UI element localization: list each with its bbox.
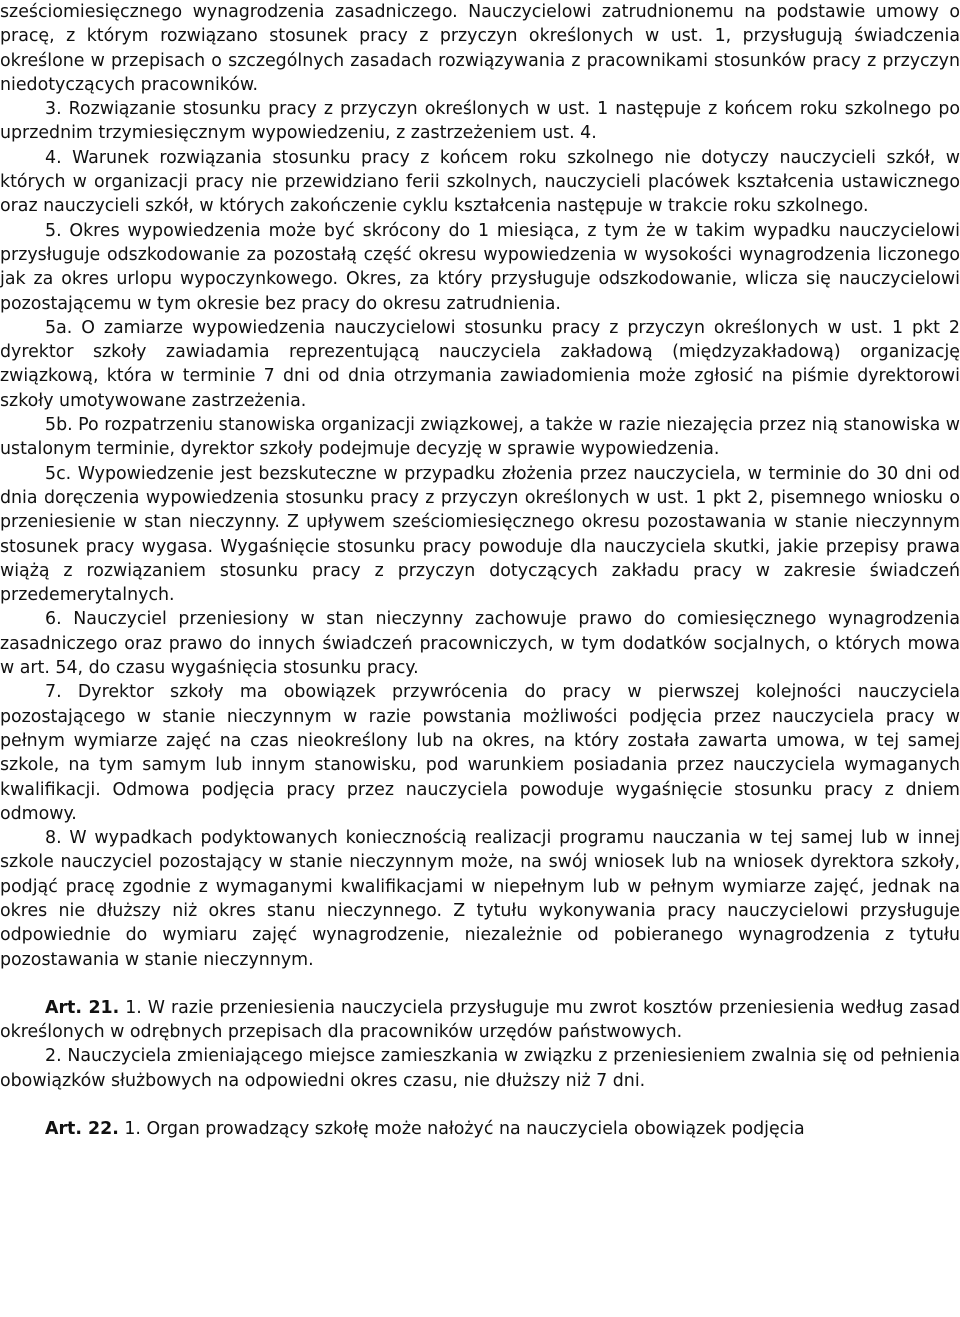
paragraph-text: 2. Nauczyciela zmieniającego miejsce zamieszkania w związku z przeniesieniem zwalnia się od pełnienia obowiązków służbowych na odpowiedni okres czasu, nie dłuższy niż 7 dni.	[0, 1046, 960, 1091]
paragraph-text: 3. Rozwiązanie stosunku pracy z przyczyn określonych w ust. 1 następuje z końcem roku szkolnego po uprzednim trzymiesięcznym wypowiedzeniu, z zastrzeżeniem ust. 4.	[0, 99, 960, 144]
paragraph-text: sześciomiesięcznego wynagrodzenia zasadniczego. Nauczycielowi zatrudnionemu na podstawie umowy o pracę, z którym rozwiązano stosunek pracy z przyczyn określonych w ust. 1, przysługują świadczenia określone w przepisach o szczególnych zasadach rozwiązywania z pracownikami stosunków pracy z przyczyn niedotyczących pracowników.	[0, 2, 960, 95]
spacer	[0, 1093, 960, 1117]
paragraph-text: 5a. O zamiarze wypowiedzenia nauczycielowi stosunku pracy z przyczyn określonych w ust. 1 pkt 2 dyrektor szkoły zawiadamia reprezentującą nauczyciela zakładową (międzyzakładową) organizację związkową, która w terminie 7 dni od dnia otrzymania zawiadomienia może zgłosić na piśmie dyrektorowi szkoły umotywowane zastrzeżenia.	[0, 317, 960, 411]
paragraph-5a	[0, 316, 960, 413]
paragraph-7	[0, 680, 960, 826]
article-21-paragraph-2	[0, 1044, 960, 1093]
paragraph-text: 5. Okres wypowiedzenia może być skrócony do 1 miesiąca, z tym że w takim wypadku nauczycielowi przysługuje odszkodowanie za pozostałą część okresu wypowiedzenia w wysokości wynagrodzenia liczonego jak za okres urlopu wypoczynkowego. Okres, za który przysługuje odszkodowanie, wlicza się nauczycielowi pozostającemu w tym okresie bez pracy do okresu zatrudnienia.	[0, 220, 960, 314]
paragraph-text: 4. Warunek rozwiązania stosunku pracy z końcem roku szkolnego nie dotyczy nauczycieli szkół, w których w organizacji pracy nie przewidziano ferii szkolnych, nauczycieli placówek kształcenia ustawicznego oraz nauczycieli szkół, w których zakończenie cyklu kształcenia następuje w trakcie roku szkolnego.	[0, 147, 960, 217]
paragraph-text: 5c. Wypowiedzenie jest bezskuteczne w przypadku złożenia przez nauczyciela, w terminie do 30 dni od dnia doręczenia wypowiedzenia stosunku pracy z przyczyn określonych w ust. 1 pkt 2, pisemnego wniosku o przeniesienie w stan nieczynny. Z upływem sześciomiesięcznego okresu pozostawania w stanie nieczynnym stosunek pracy wygasa. Wygaśnięcie stosunku pracy powoduje dla nauczyciela skutki, jakie przepisy prawa wiążą z rozwiązaniem stosunku pracy z przyczyn dotyczących zakładu pracy w zakresie świadczeń przedemerytalnych.	[0, 463, 960, 606]
paragraph-4	[0, 146, 960, 219]
paragraph-5	[0, 219, 960, 316]
paragraph-5c	[0, 462, 960, 608]
paragraph-5b	[0, 413, 960, 462]
paragraph-text: 8. W wypadkach podyktowanych koniecznością realizacji programu nauczania w tej samej lub w innej szkole nauczyciel pozostający w stanie nieczynnym może, na swój wniosek lub na wniosek dyrektora szkoły, podjąć pracę zgodnie z wymaganymi kwalifikacjami w niepełnym lub w pełnym wymiarze zajęć, jednak na okres nie dłuższy niż okres stanu nieczynnego. Z tytułu wykonywania pracy nauczycielowi przysługuje odpowiednie do wymiaru zajęć wynagrodzenie, niezależnie od pobieranego wynagrodzenia z tytułu pozostawania w stanie nieczynnym.	[0, 828, 960, 970]
paragraph-text: 7. Dyrektor szkoły ma obowiązek przywrócenia do pracy w pierwszej kolejności nauczyciela pozostającego w stanie nieczynnym w razie powstania możliwości podjęcia przez nauczyciela pracy w pełnym wymiarze zajęć na czas nieokreślony lub na okres, na który została zawarta umowa, w tej samej szkole, na tym samym lub innym stanowisku, pod warunkiem posiadania przez nauczyciela wymaganych kwalifikacji. Odmowa podjęcia pracy przez nauczyciela powoduje wygaśnięcie stosunku pracy z dniem odmowy.	[0, 682, 960, 824]
paragraph-text: 1. Organ prowadzący szkołę może nałożyć na nauczyciela obowiązek podjęcia	[118, 1119, 805, 1140]
article-label: Art. 22.	[45, 1119, 119, 1140]
article-21-paragraph-1	[0, 996, 960, 1045]
article-22-paragraph-1	[0, 1117, 960, 1141]
paragraph-3	[0, 97, 960, 146]
article-label: Art. 21.	[45, 997, 120, 1018]
paragraph-text: 6. Nauczyciel przeniesiony w stan nieczynny zachowuje prawo do comiesięcznego wynagrodzenia zasadniczego oraz prawo do innych świadczeń pracowniczych, w tym dodatków socjalnych, o których mowa w art. 54, do czasu wygaśnięcia stosunku pracy.	[0, 609, 960, 679]
paragraph-6	[0, 607, 960, 680]
spacer	[0, 972, 960, 996]
paragraph-8	[0, 826, 960, 972]
paragraph-intro	[0, 0, 960, 97]
paragraph-text: 1. W razie przeniesienia nauczyciela przysługuje mu zwrot kosztów przeniesienia według zasad określonych w odrębnych przepisach dla pracowników urzędów państwowych.	[0, 997, 960, 1043]
paragraph-text: 5b. Po rozpatrzeniu stanowiska organizacji związkowej, a także w razie niezajęcia przez nią stanowiska w ustalonym terminie, dyrektor szkoły podejmuje decyzję w sprawie wypowiedzenia.	[0, 415, 960, 460]
